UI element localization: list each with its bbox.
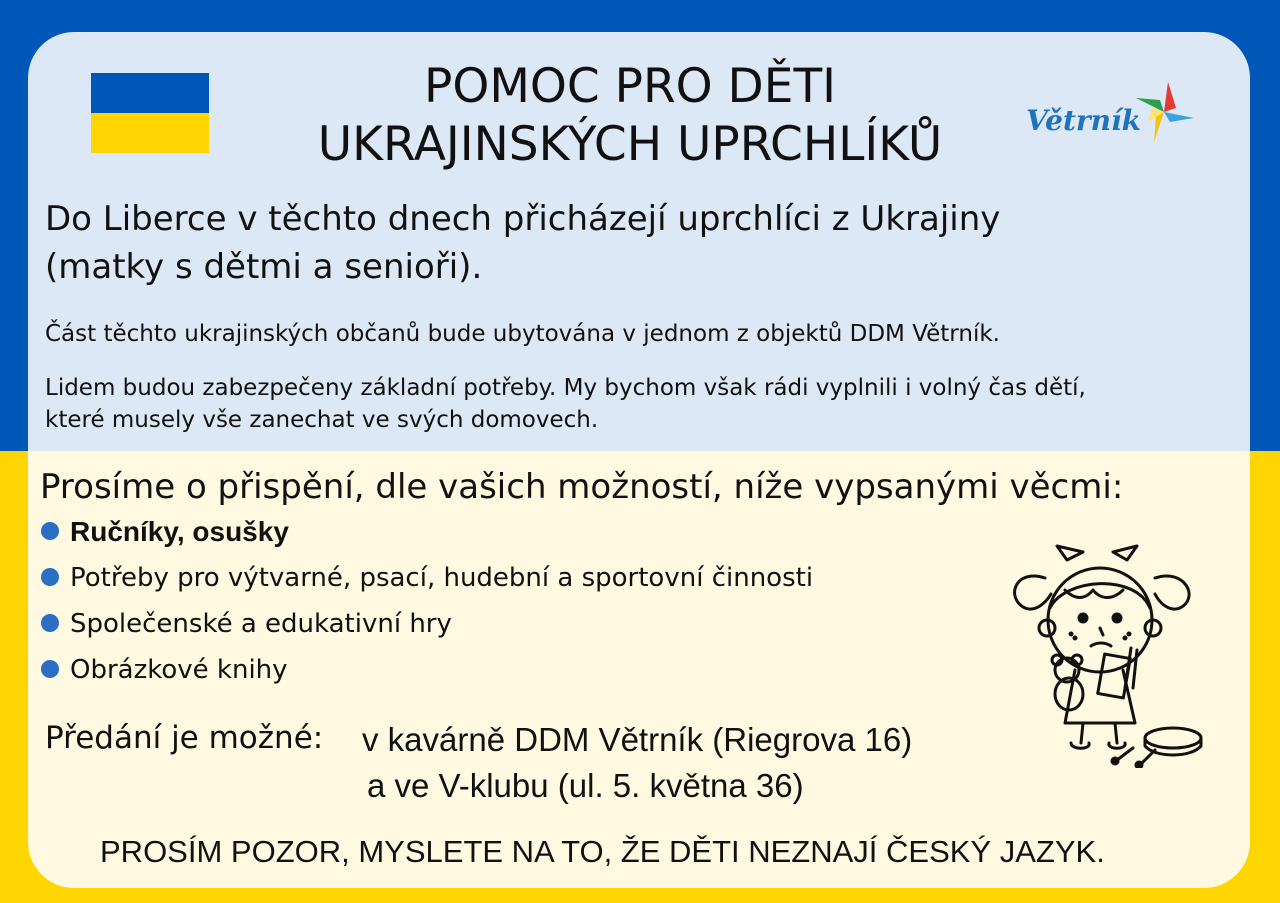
list-item [40,512,813,558]
intro-text [45,195,1195,291]
bullet-icon [41,568,59,586]
ukraine-flag-icon [91,73,209,153]
donation-request: Prosíme o přispění, dle vašich možností, níže vypsanými věcmi: [40,467,1124,507]
bullet-icon [41,522,59,540]
list-item [40,650,813,696]
list-item-label: Potřeby pro výtvarné, psací, hudební a sportovní činnosti [70,563,814,593]
title-line-2: UKRAJINSKÝCH UPRCHLÍKŮ [317,117,943,172]
intro-line-1: Do Liberce v těchto dnech přicházejí uprchlíci z Ukrajiny [45,199,1001,239]
handover-place-2: a ve V-klubu (ul. 5. května 36) [367,767,804,804]
pinwheel-icon [1126,78,1196,144]
intro-line-2: (matky s dětmi a senioři). [45,247,483,287]
poster-title [260,58,1000,174]
donation-list [40,512,813,696]
bullet-icon [41,614,59,632]
needs-line-2: které musely vše zanechat ve svých domovech. [45,407,599,433]
accommodation-paragraph: Část těchto ukrajinských občanů bude ubytována v jednom z objektů DDM Větrník. [45,321,1000,347]
vetrnik-logo [1020,78,1200,148]
title-line-1: POMOC PRO DĚTI [423,59,837,114]
bullet-icon [41,660,59,678]
list-item [40,558,813,604]
needs-line-1: Lidem budou zabezpečeny základní potřeby. My bychom však rádi vyplnili i volný čas dětí, [45,375,1086,401]
handover-place-1: v kavárně DDM Větrník (Riegrova 16) [362,721,913,758]
list-item-label: Ručníky, osušky [70,516,289,547]
girl-with-toys-illustration [1005,538,1210,768]
list-item-label: Společenské a edukativní hry [70,609,452,639]
list-item-label: Obrázkové knihy [70,655,288,685]
needs-paragraph [45,372,1245,436]
handover-label: Předání je možné: [45,720,324,756]
language-warning: PROSÍM POZOR, MYSLETE NA TO, ŽE DĚTI NEZNAJÍ ČESKÝ JAZYK. [100,834,1105,869]
list-item [40,604,813,650]
logo-text: Větrník [1026,104,1142,137]
